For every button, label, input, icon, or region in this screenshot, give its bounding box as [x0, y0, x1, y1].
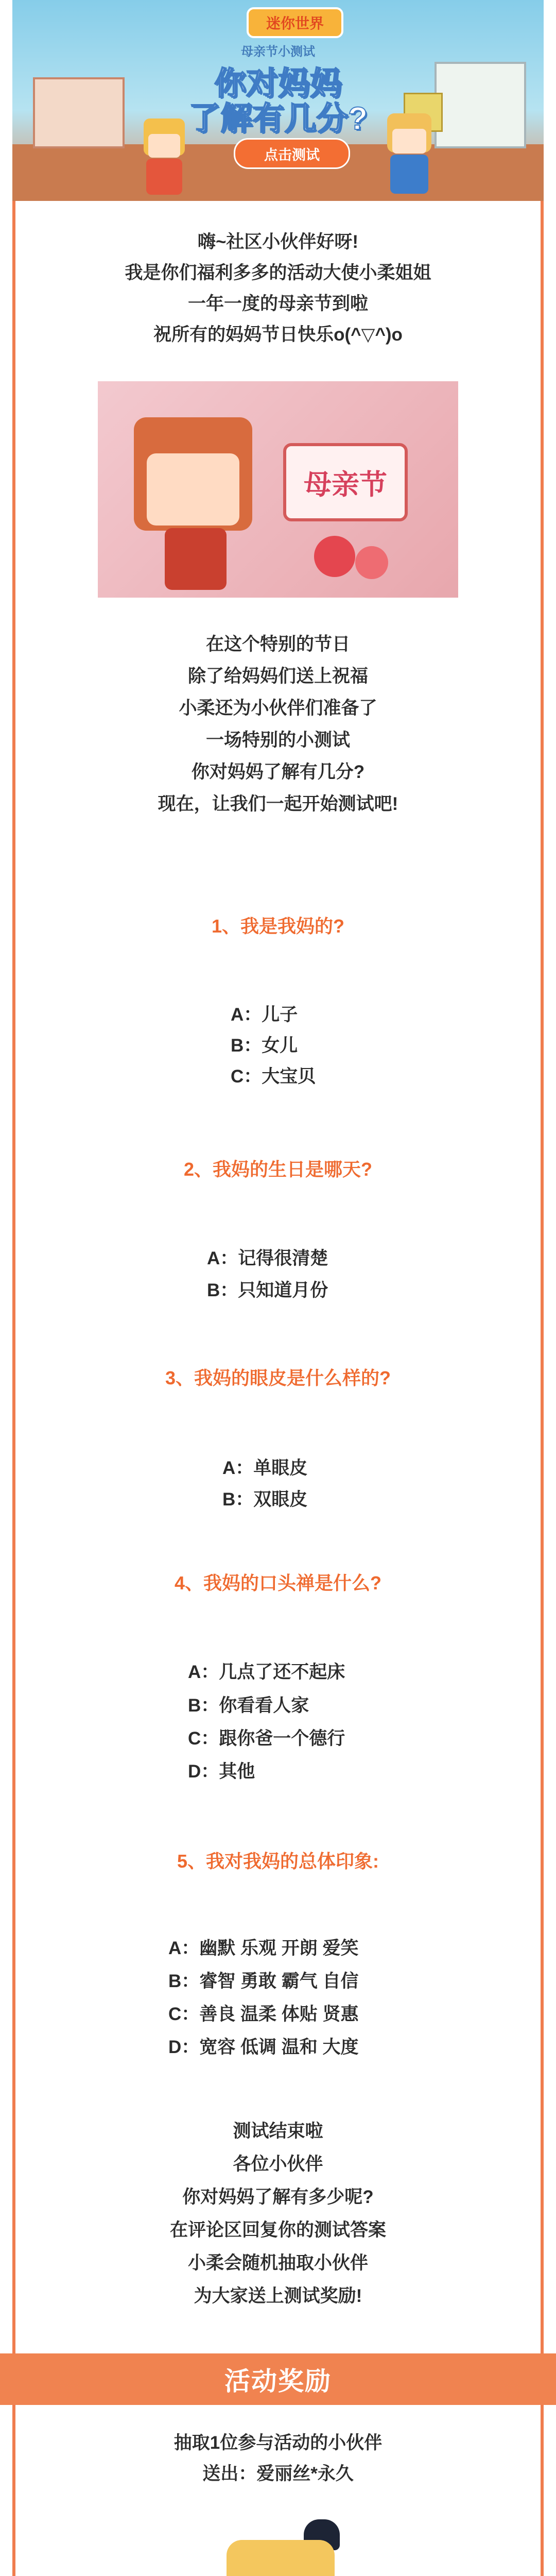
alice-hair: [227, 2540, 335, 2576]
answer-option[interactable]: B：你看看人家: [188, 1696, 309, 1716]
answer-option[interactable]: A：儿子: [231, 1005, 298, 1025]
prize1-block: [0, 2428, 556, 2489]
answer-option[interactable]: C：跟你爸一个德行: [188, 1728, 345, 1749]
intro2-line: 现在，让我们一起开始测试吧!: [158, 794, 398, 814]
card-label: 母亲节: [304, 469, 387, 500]
question-title: 1、我是我妈的?: [211, 916, 344, 937]
answer-option[interactable]: C：大宝贝: [231, 1066, 316, 1087]
outro-block: [0, 2115, 556, 2313]
intro2-block: [0, 629, 556, 820]
intro-block: [0, 227, 556, 350]
hero-character-left: [141, 118, 187, 196]
intro2-line: 除了给妈妈们送上祝福: [187, 666, 368, 686]
hero-kicker: 母亲节小测试: [241, 45, 315, 59]
answer-option[interactable]: A：幽默 乐观 开朗 爱笑: [168, 1938, 359, 1958]
answer-option[interactable]: D：其他: [188, 1761, 255, 1782]
answer-option[interactable]: A：几点了还不起床: [188, 1662, 345, 1682]
intro2-line: 在这个特别的节日: [205, 634, 350, 654]
answer-option[interactable]: D：宽容 低调 温和 大度: [168, 2037, 359, 2057]
hero-title-line2: 了解有几分?: [188, 101, 368, 137]
answer-option[interactable]: C：善良 温柔 体贴 贤惠: [168, 2004, 359, 2024]
outro-line: 在评论区回复你的测试答案: [169, 2220, 386, 2240]
intro2-line: 你对妈妈了解有几分?: [191, 762, 365, 782]
answer-option[interactable]: B：睿智 勇敢 霸气 自信: [168, 1971, 359, 1991]
alice-character: [206, 2519, 355, 2576]
hero-title-line1: 你对妈妈: [214, 66, 342, 101]
question-title: 5、我对我妈的总体印象:: [177, 1851, 379, 1872]
outro-line: 测试结束啦: [233, 2121, 323, 2141]
start-test-label: 点击测试: [264, 147, 320, 163]
mothers-day-card: [98, 381, 458, 598]
outro-line: 各位小伙伴: [233, 2154, 323, 2174]
card-label-box: [283, 443, 408, 521]
card-character-face: [147, 453, 239, 526]
outro-line: 小柔会随机抽取小伙伴: [187, 2253, 368, 2273]
question-title: 4、我妈的口头禅是什么?: [174, 1572, 381, 1594]
intro-line: 嗨~社区小伙伴好呀!: [197, 232, 359, 252]
question-title: 3、我妈的眼皮是什么样的?: [165, 1367, 391, 1388]
intro-line: 我是你们福利多多的活动大使小柔姐姐: [125, 263, 431, 283]
answer-option[interactable]: B：女儿: [231, 1036, 298, 1056]
game-logo: [247, 7, 343, 38]
logo-text: 迷你世界: [266, 15, 324, 31]
carnation-icon: [355, 546, 388, 579]
intro-line: 一年一度的母亲节到啦: [187, 294, 368, 314]
hero-character-right: [383, 113, 435, 196]
prize-line: 抽取1位参与活动的小伙伴: [173, 2433, 383, 2453]
section-heading: 活动奖励: [224, 2367, 332, 2396]
carnation-icon: [314, 536, 355, 577]
prize-line: 送出：爱丽丝*永久: [202, 2464, 354, 2484]
section-banner-rewards: [0, 2353, 556, 2405]
answer-option[interactable]: B：双眼皮: [222, 1489, 308, 1510]
intro2-line: 小柔还为小伙伴们准备了: [179, 698, 377, 718]
hero-banner: [12, 0, 544, 201]
question-title: 2、我妈的生日是哪天?: [183, 1159, 372, 1180]
intro-line: 祝所有的妈妈节日快乐o(^▽^)o: [153, 325, 403, 345]
outro-line: 为大家送上测试奖励!: [194, 2286, 362, 2306]
intro2-line: 一场特别的小测试: [205, 730, 350, 750]
answer-option[interactable]: A：单眼皮: [222, 1458, 308, 1478]
card-character-body: [165, 528, 227, 590]
outro-line: 你对妈妈了解有多少呢?: [182, 2187, 374, 2207]
answer-option[interactable]: B：只知道月份: [207, 1280, 328, 1300]
answer-option[interactable]: A：记得很清楚: [207, 1248, 328, 1268]
start-test-button[interactable]: [234, 138, 350, 169]
